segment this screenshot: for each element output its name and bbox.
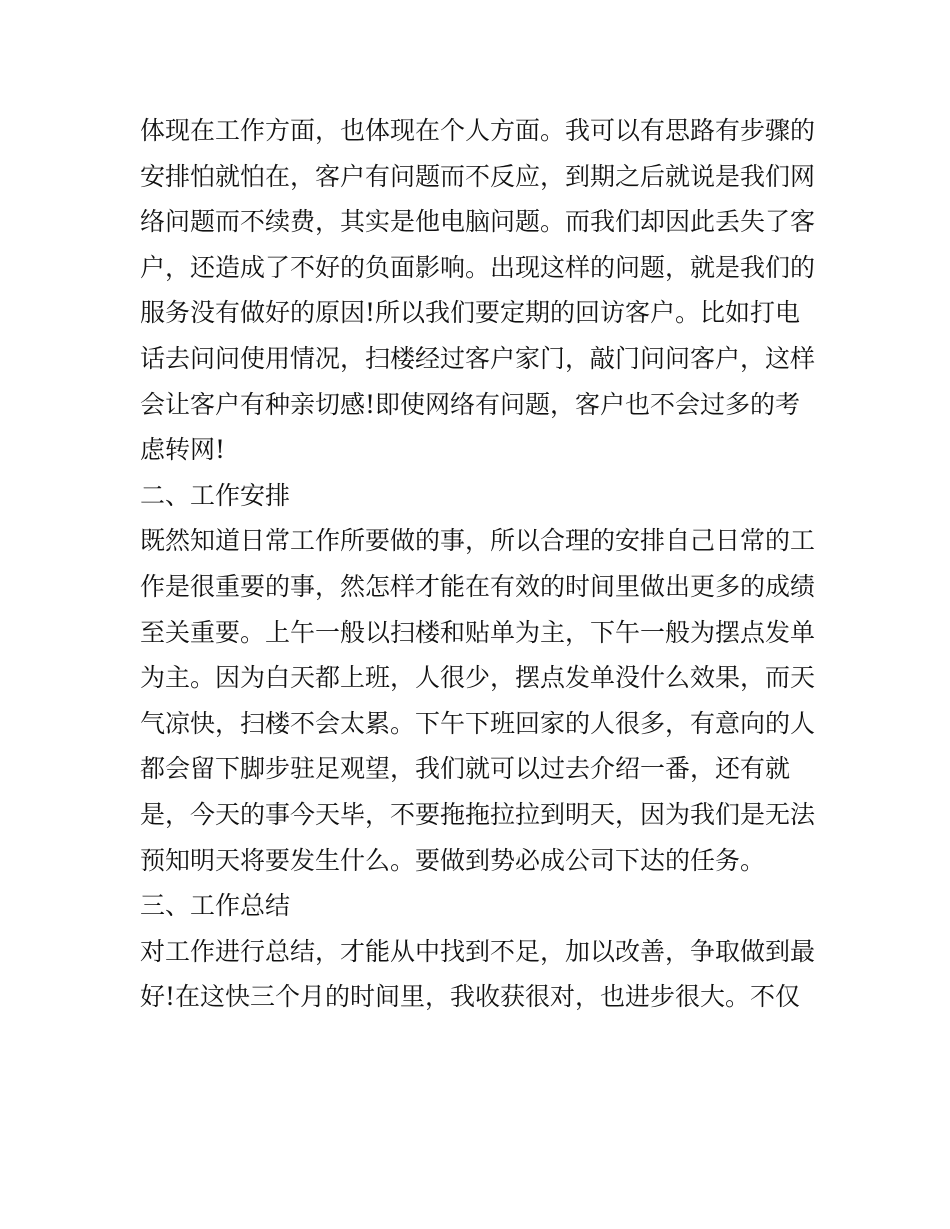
text-line: 预知明天将要发生什么。要做到势必成公司下达的任务。 (140, 845, 766, 875)
section-heading: 二、工作安排 (140, 480, 291, 510)
text-line: 体现在工作方面，也体现在个人方面。我可以有思路有步骤的 (140, 116, 816, 145)
text-line: 络问题而不续费，其实是他电脑问题。而我们却因此丢失了客 (140, 207, 816, 237)
text-line: 都会留下脚步驻足观望，我们就可以过去介绍一番，还有就 (140, 754, 791, 784)
text-line: 安排怕就怕在，客户有问题而不反应，到期之后就说是我们网 (140, 161, 816, 191)
text-line: 既然知道日常工作所要做的事，所以合理的安排自己日常的工 (140, 526, 816, 556)
text-line: 服务没有做好的原因!所以我们要定期的回访客户。比如打电 (140, 298, 801, 328)
text-line: 至关重要。上午一般以扫楼和贴单为主，下午一般为摆点发单 (140, 617, 816, 647)
text-line: 话去问问使用情况，扫楼经过客户家门，敲门问问客户，这样 (140, 343, 816, 373)
text-line: 虑转网! (140, 435, 226, 465)
text-line: 会让客户有种亲切感!即使网络有问题，客户也不会过多的考 (140, 389, 801, 419)
text-line: 是，今天的事今天毕，不要拖拖拉拉到明天，因为我们是无法 (140, 799, 816, 829)
section-heading: 三、工作总结 (140, 891, 291, 921)
text-line: 好!在这快三个月的时间里，我收获很对，也进步很大。不仅 (140, 982, 801, 1012)
body-text (140, 108, 820, 1020)
text-line: 对工作进行总结，才能从中找到不足，加以改善，争取做到最 (140, 936, 816, 966)
text-line: 为主。因为白天都上班，人很少，摆点发单没什么效果，而天 (140, 663, 816, 693)
text-line: 户，还造成了不好的负面影响。出现这样的问题，就是我们的 (140, 252, 816, 282)
text-line: 作是很重要的事，然怎样才能在有效的时间里做出更多的成绩 (140, 571, 816, 601)
text-line: 气凉快，扫楼不会太累。下午下班回家的人很多，有意向的人 (140, 708, 816, 738)
